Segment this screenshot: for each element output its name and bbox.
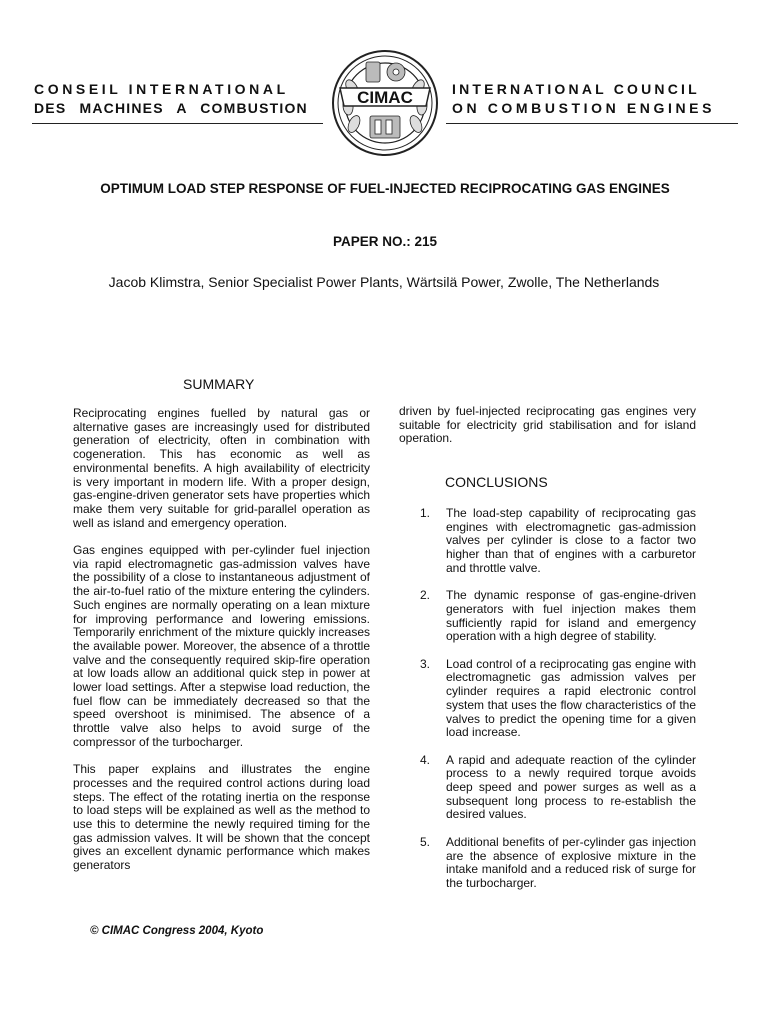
cimac-logo: [330, 48, 440, 158]
conclusion-text: The load-step capability of reciprocating gas engines with electromagnetic gas-admission valves per cylinder is close to a factor two higher than that of engines with a carburetor and throttle valve.: [446, 506, 696, 575]
conclusion-number: 5.: [420, 834, 431, 849]
summary-paragraph: Gas engines equipped with per-cylinder fuel injection via rapid electromagnetic gas-admission valves have the possibility of a close to instantaneous adjustment of the air-to-fuel ratio of the mixture entering the cylinders. Such engines are normally operating on a lean mixture for improving performance and lowering emissions. Temporarily enrichment of the mixture quickly increases the available power. Moreover, the absence of a throttle valve and the consequently required skip-fire operation at low loads allow an additional quick step in power at lower load settings. After a stepwise load reduction, the fuel flow can be immediately decreased so that the speed overshoot is minimised. The absence of a throttle valve also helps to avoid surge of the compressor of the turbocharger.: [73, 543, 370, 749]
header-right-line1: INTERNATIONAL COUNCIL: [452, 81, 700, 97]
conclusion-number: 3.: [420, 656, 431, 671]
copyright-footer: © CIMAC Congress 2004, Kyoto: [90, 925, 264, 937]
conclusion-text: Load control of a reciprocating gas engine with electromagnetic gas admission valves per cylinder requires a rapid electronic control system that uses the flow characteristics of the valves to predict the opening time for a given load increase.: [446, 656, 696, 740]
conclusion-number: 1.: [420, 506, 431, 520]
header-left-line1: CONSEIL INTERNATIONAL: [34, 81, 289, 97]
logo-text: CIMAC: [357, 88, 413, 107]
conclusion-text: Additional benefits of per-cylinder gas injection are the absence of explosive mixture in the intake manifold and a reduced risk of surge for the turbocharger.: [446, 834, 696, 890]
paper-number: PAPER NO.: 215: [332, 234, 438, 249]
summary-heading: SUMMARY: [183, 376, 255, 392]
header-right-org-name: [452, 80, 742, 118]
author-line: Jacob Klimstra, Senior Specialist Power Plants, Wärtsilä Power, Zwolle, The Netherlands: [108, 274, 660, 290]
summary-continuation: driven by fuel-injected reciprocating gas engines very suitable for electricity grid stabilisation and for island operation.: [399, 404, 696, 446]
header-right-line2: ON COMBUSTION ENGINES: [452, 100, 716, 116]
summary-paragraph: Reciprocating engines fuelled by natural gas or alternative gases are increasingly used for distributed generation of electricity, often in combination with cogeneration. This has economic as well as environmental benefits. A high availability of electricity is very important in modern life. With a proper design, gas-engine-driven generator sets have properties which make them very suitable for grid-parallel operation as well as island and emergency operation.: [73, 406, 370, 530]
conclusion-item: [420, 754, 696, 823]
header-left-rule: [32, 123, 323, 124]
conclusions-list: [420, 507, 696, 904]
conclusion-text: The dynamic response of gas-engine-driven generators with fuel injection makes them sufficiently rapid for island and emergency operation with a high degree of stability.: [446, 588, 696, 644]
conclusion-number: 4.: [420, 752, 431, 767]
conclusion-item: [420, 658, 696, 740]
conclusion-item: [420, 836, 696, 891]
summary-paragraph: This paper explains and illustrates the engine processes and the required control actions during load steps. The effect of the rotating inertia on the response to load steps will be explained as well as the method to use this to determine the newly required timing for the gas admission valves. It will be shown that the concept gives an excellent dynamic performance which makes generators: [73, 762, 370, 873]
header-right-rule: [446, 123, 738, 124]
summary-body: [73, 407, 370, 887]
header-left-org-name: [34, 80, 324, 118]
conclusion-number: 2.: [420, 588, 431, 603]
conclusions-heading: CONCLUSIONS: [445, 474, 548, 490]
header-left-line2: DES MACHINES A COMBUSTION: [34, 100, 308, 116]
conclusion-item: [420, 589, 696, 644]
paper-title: OPTIMUM LOAD STEP RESPONSE OF FUEL-INJECTED RECIPROCATING GAS ENGINES: [100, 181, 670, 196]
conclusion-item: [420, 507, 696, 576]
conclusion-text: A rapid and adequate reaction of the cylinder process to a newly required torque avoids deep speed and power surges as well as a subsequent long process to re-establish the desired values.: [446, 752, 696, 822]
